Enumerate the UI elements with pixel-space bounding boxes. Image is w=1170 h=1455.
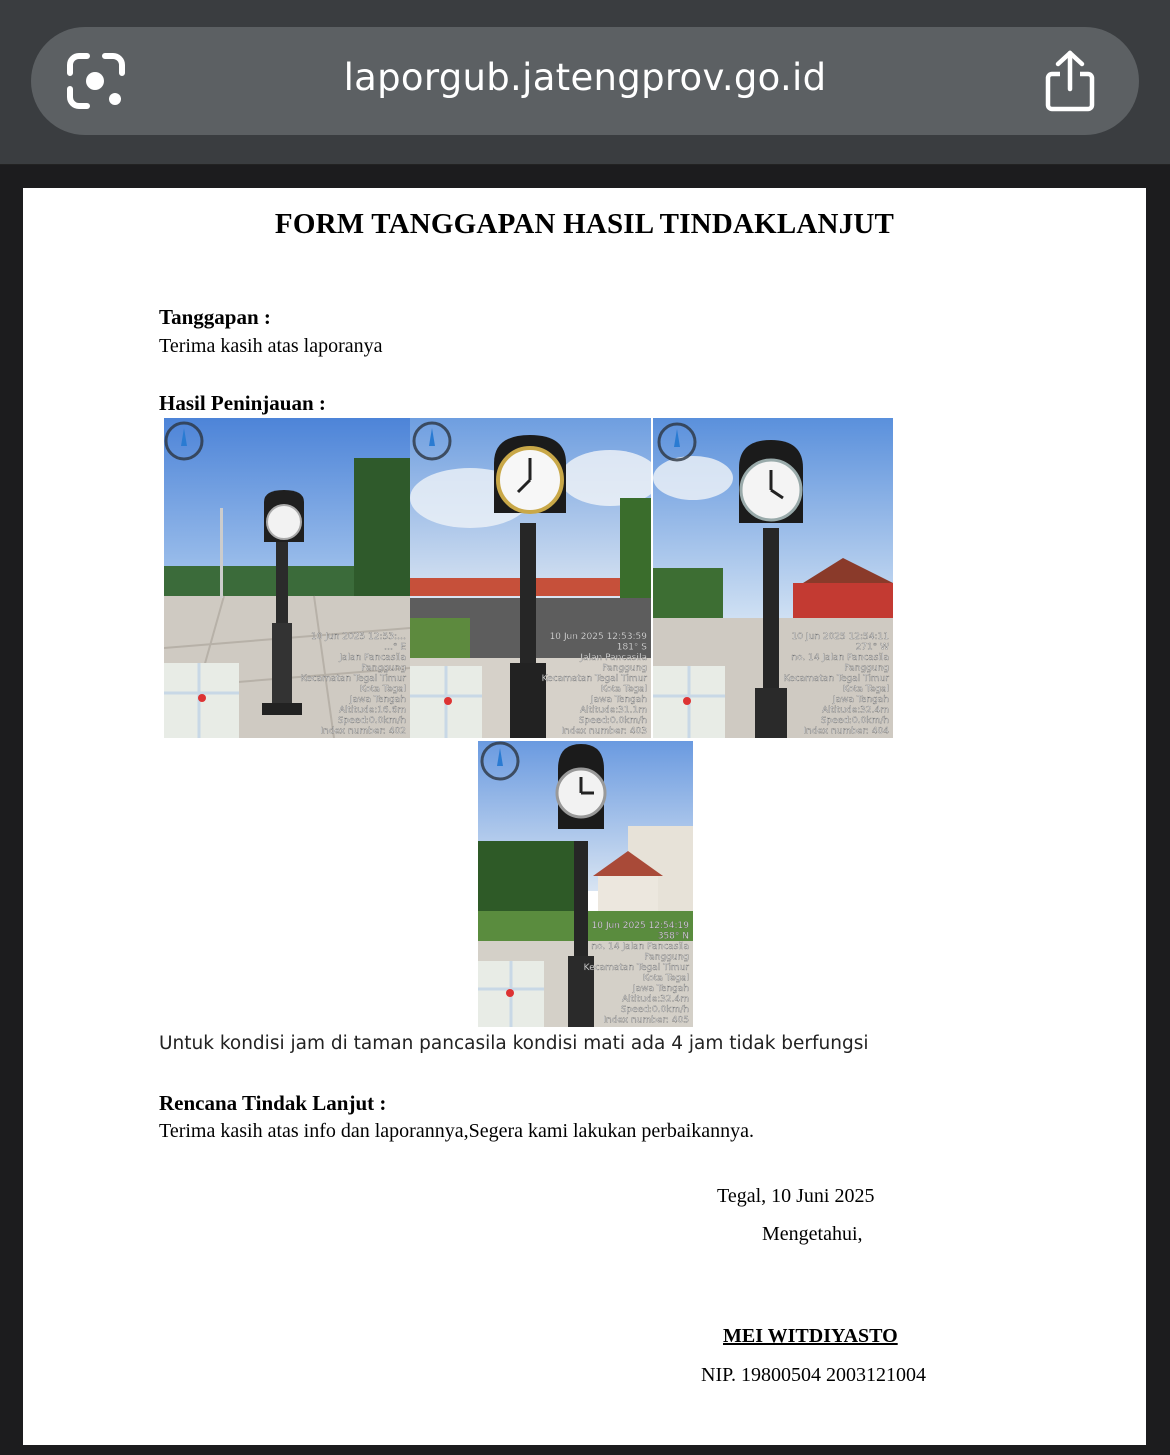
photo-stamp-line: Altitude:32.4m <box>621 994 689 1005</box>
photo-stamp-line: Jalan Pancasila <box>580 653 647 663</box>
photo-stamp-line: Kecamatan Tegal Timur <box>300 674 406 684</box>
photo-stamp-line: Panggung <box>361 663 406 674</box>
photo-stamp-line: Altitude:16.6m <box>338 705 406 716</box>
photo-stamp-line: Panggung <box>644 952 689 963</box>
photo-stamp-line: 10 Jun 2025 12:54:11 <box>791 632 889 642</box>
clock-photo-2 <box>410 418 651 738</box>
photo-stamp-line: Speed:0.0km/h <box>820 716 889 726</box>
photo-stamp-line: Jawa Tengah <box>832 695 889 705</box>
photo-stamp-line: Speed:0.0km/h <box>620 1005 689 1015</box>
hasil-peninjauan-label: Hasil Peninjauan : <box>159 391 326 415</box>
photo-stamp-line: …° E <box>383 642 406 653</box>
photo-stamp-line: Index number: 404 <box>803 726 889 737</box>
url-text[interactable]: laporgub.jatengprov.go.id <box>343 56 827 99</box>
photo-stamp-line: Index number: 403 <box>561 726 647 737</box>
rencana-text: Terima kasih atas info dan laporannya,Segera kami lakukan perbaikannya. <box>159 1120 755 1142</box>
share-icon[interactable] <box>1043 49 1097 113</box>
clock-photo-1 <box>164 418 410 738</box>
photo-stamp-line: Speed:0.0km/h <box>337 716 406 726</box>
photo-stamp-line: no. 14 Jalan Pancasila <box>591 942 689 952</box>
photo-stamp-line: 181° S <box>616 642 647 653</box>
document-page <box>23 188 1146 1445</box>
photo-stamp-line: Kota Tegal <box>642 973 689 984</box>
photo-stamp-line: Kecamatan Tegal Timur <box>541 674 647 684</box>
place-date: Tegal, 10 Juni 2025 <box>717 1185 875 1207</box>
photo-stamp-line: 358° N <box>657 931 689 942</box>
tanggapan-label: Tanggapan : <box>159 305 271 329</box>
photo-stamp-line: Kota Tegal <box>359 684 406 695</box>
hasil-caption: Untuk kondisi jam di taman pancasila kondisi mati ada 4 jam tidak berfungsi <box>159 1033 869 1054</box>
photo-stamp-line: Jawa Tengah <box>632 984 689 994</box>
photo-stamp-line: Jawa Tengah <box>590 695 647 705</box>
tanggapan-text: Terima kasih atas laporanya <box>159 335 383 357</box>
photo-stamp-line: Jawa Tengah <box>349 695 406 705</box>
photo-stamp-line: Panggung <box>844 663 889 674</box>
photo-stamp-line: Altitude:31.1m <box>579 705 647 716</box>
photo-stamp-line: 271° W <box>855 642 889 653</box>
document-title: FORM TANGGAPAN HASIL TINDAKLANJUT <box>274 208 895 240</box>
mengetahui-text: Mengetahui, <box>762 1223 863 1245</box>
photo-stamp-line: Altitude:32.4m <box>821 705 889 716</box>
browser-top-bar <box>0 0 1170 165</box>
photo-stamp-line: 10 Jun 2025 12:53:… <box>311 632 406 642</box>
clock-photo-3 <box>653 418 893 738</box>
address-bar[interactable] <box>31 27 1139 135</box>
photo-stamp-line: Index number: 405 <box>603 1015 689 1026</box>
photo-stamp-line: Kecamatan Tegal Timur <box>583 963 689 973</box>
photo-stamp-line: Jalan Pancasila <box>339 653 406 663</box>
rencana-label: Rencana Tindak Lanjut : <box>159 1091 387 1115</box>
photo-stamp-line: 10 Jun 2025 12:53:59 <box>549 632 647 642</box>
photo-stamp-line: Speed:0.0km/h <box>578 716 647 726</box>
photo-stamp-line: Index number: 402 <box>320 726 406 737</box>
clock-photo-4 <box>478 741 693 1027</box>
signer-name: MEI WITDIYASTO <box>723 1325 898 1347</box>
photo-stamp-line: Panggung <box>602 663 647 674</box>
photo-stamp-line: Kecamatan Tegal Timur <box>783 674 889 684</box>
photo-stamp-line: no. 14 Jalan Pancasila <box>791 653 889 663</box>
photo-stamp-line: Kota Tegal <box>842 684 889 695</box>
photo-stamp-line: Kota Tegal <box>600 684 647 695</box>
photo-stamp-line: 10 Jun 2025 12:54:19 <box>591 921 689 931</box>
signer-nip: NIP. 19800504 2003121004 <box>701 1364 927 1386</box>
